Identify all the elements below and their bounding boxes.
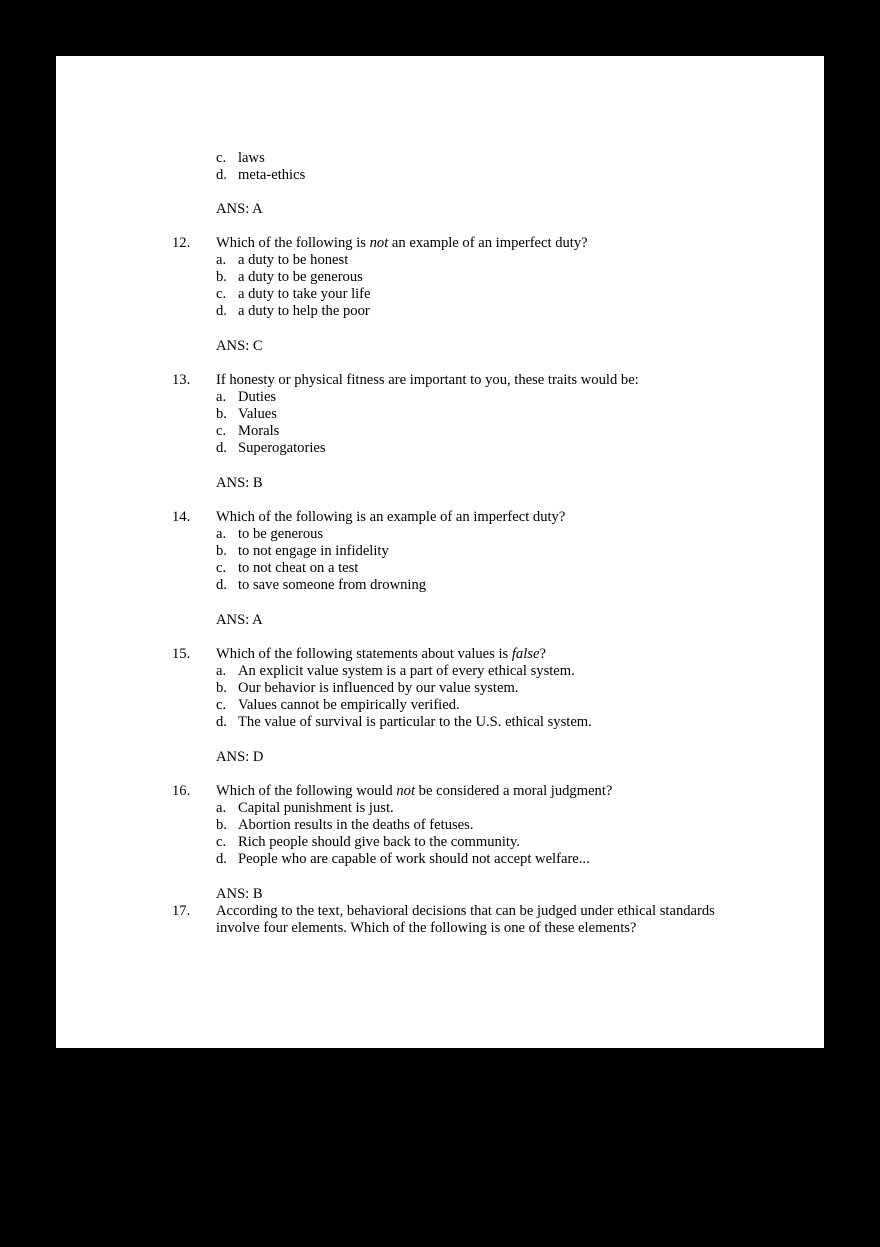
option-text: Capital punishment is just. <box>238 800 394 816</box>
emphasis: not <box>396 783 416 799</box>
option-text: to not cheat on a test <box>238 560 359 576</box>
question-text: If honesty or physical fitness are important to you, these traits would be: <box>216 372 639 388</box>
option-text: to save someone from drowning <box>238 577 427 593</box>
option-text: a duty to be honest <box>238 252 349 268</box>
question-number: 14. <box>172 509 191 525</box>
option-text: meta-ethics <box>238 167 306 183</box>
option-text: People who are capable of work should not accept welfare... <box>238 851 590 867</box>
answer-label: ANS: B <box>216 475 263 491</box>
answer-label: ANS: A <box>216 201 263 217</box>
question-number: 15. <box>172 646 191 662</box>
option-letter: d. <box>216 167 227 183</box>
answer-label: ANS: A <box>216 612 263 628</box>
option-text: An explicit value system is a part of every ethical system. <box>238 663 575 679</box>
option-letter: c. <box>216 423 227 439</box>
option-letter: d. <box>216 851 227 867</box>
option-letter: d. <box>216 577 227 593</box>
option-text: a duty to help the poor <box>238 303 370 319</box>
option-letter: d. <box>216 714 227 730</box>
option-letter: d. <box>216 303 227 319</box>
option-letter: a. <box>216 252 227 268</box>
answer-label: ANS: D <box>216 749 264 765</box>
option-text: The value of survival is particular to the U.S. ethical system. <box>238 714 592 730</box>
option-letter: b. <box>216 680 227 696</box>
option-letter: b. <box>216 406 227 422</box>
document-page <box>56 56 824 1048</box>
option-letter: c. <box>216 834 227 850</box>
emphasis: false <box>511 646 540 662</box>
option-letter: c. <box>216 286 227 302</box>
option-text: Rich people should give back to the community. <box>238 834 520 850</box>
question-text: Which of the following would not be considered a moral judgment? <box>216 783 613 799</box>
option-letter: a. <box>216 389 227 405</box>
question-number: 16. <box>172 783 191 799</box>
option-letter: c. <box>216 150 227 166</box>
option-text: Our behavior is influenced by our value system. <box>238 680 519 696</box>
option-text: Morals <box>238 423 280 439</box>
option-letter: c. <box>216 697 227 713</box>
option-letter: a. <box>216 800 227 816</box>
option-text: laws <box>238 150 265 166</box>
option-letter: c. <box>216 560 227 576</box>
question-text: According to the text, behavioral decisions that can be judged under ethical standards <box>216 903 715 919</box>
option-letter: b. <box>216 543 227 559</box>
option-letter: a. <box>216 663 227 679</box>
option-text: a duty to take your life <box>238 286 371 302</box>
option-text: a duty to be generous <box>238 269 363 285</box>
question-text-continued: involve four elements. Which of the following is one of these elements? <box>216 920 637 936</box>
option-letter: d. <box>216 440 227 456</box>
option-text: to be generous <box>238 526 324 542</box>
option-text: Values cannot be empirically verified. <box>238 697 460 713</box>
option-text: Superogatories <box>238 440 326 456</box>
option-text: Abortion results in the deaths of fetuses. <box>238 817 474 833</box>
emphasis: not <box>369 235 389 251</box>
answer-label: ANS: C <box>216 338 263 354</box>
option-text: Duties <box>238 389 277 405</box>
question-text: Which of the following statements about values is false? <box>216 646 546 662</box>
answer-label: ANS: B <box>216 886 263 902</box>
question-text: Which of the following is not an example of an imperfect duty? <box>216 235 588 251</box>
question-number: 17. <box>172 903 191 919</box>
question-number: 13. <box>172 372 191 388</box>
question-text: Which of the following is an example of an imperfect duty? <box>216 509 566 525</box>
option-letter: b. <box>216 269 227 285</box>
option-letter: b. <box>216 817 227 833</box>
option-letter: a. <box>216 526 227 542</box>
option-text: Values <box>238 406 277 422</box>
option-text: to not engage in infidelity <box>238 543 389 559</box>
question-number: 12. <box>172 235 191 251</box>
